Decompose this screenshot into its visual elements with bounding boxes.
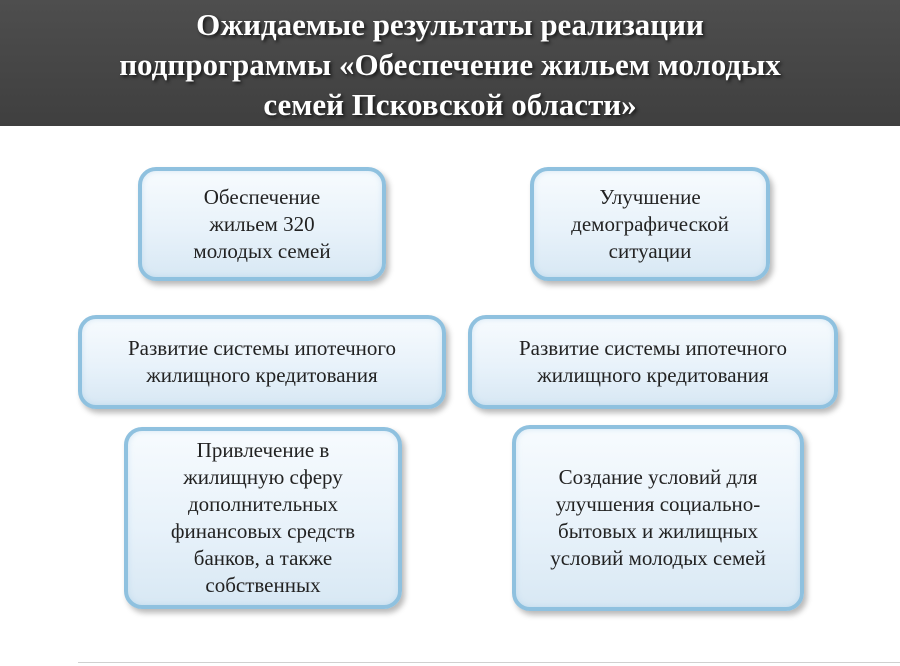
bottom-divider [78, 662, 900, 663]
page-title: Ожидаемые результаты реализации подпрограммы «Обеспечение жильем молодых семей Псковской области» [119, 7, 781, 122]
result-box-label: Создание условий для улучшения социально- бытовых и жилищных условий молодых семей [550, 465, 766, 570]
result-box-living-conditions [512, 425, 804, 611]
result-box-label: Улучшение демографической ситуации [571, 184, 729, 263]
result-box-label: Привлечение в жилищную сферу дополнительных финансовых средств банков, а также собственных [170, 438, 356, 597]
result-box-mortgage-lending-left [78, 315, 446, 409]
result-box-mortgage-lending-right [468, 315, 838, 409]
result-box-label: Развитие системы ипотечного жилищного кредитования [127, 336, 397, 387]
title-banner [0, 0, 900, 126]
result-box-label: Обеспечение жильем 320 молодых семей [193, 184, 331, 263]
result-box-housing-320-families [138, 167, 386, 281]
result-box-demographic-situation [530, 167, 770, 281]
result-box-label: Развитие системы ипотечного жилищного кредитования [518, 336, 788, 387]
result-box-additional-funds [124, 427, 402, 609]
